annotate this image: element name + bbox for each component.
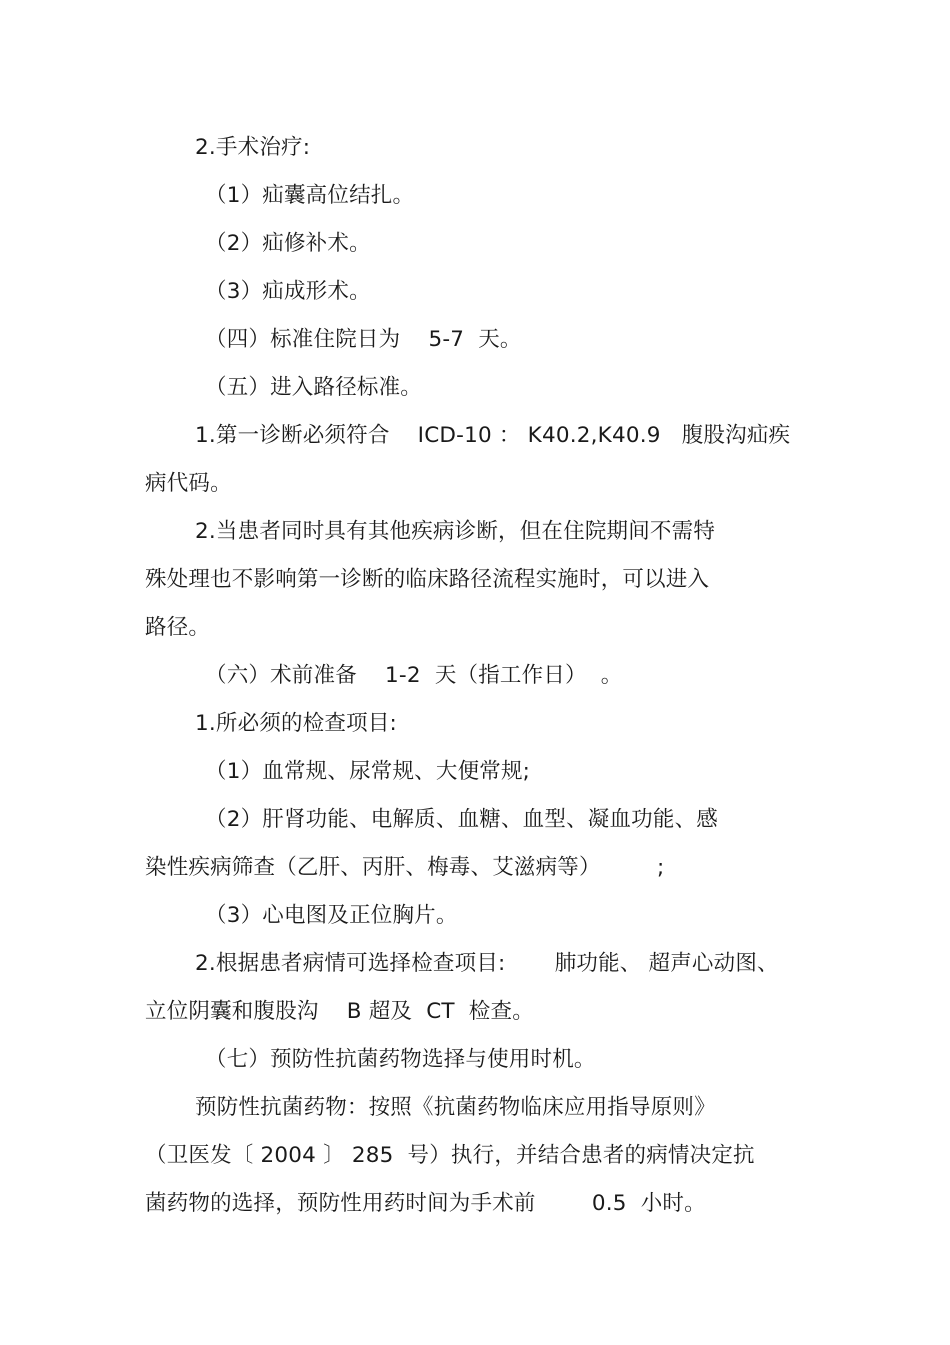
text-line-item-1: （1）疝囊高位结扎。 (205, 183, 415, 208)
text-line-comorbidity: 2.当患者同时具有其他疾病诊断，但在住院期间不需特 (195, 519, 716, 544)
text-line-section-6: （六）术前准备 1-2 天（指工作日） 。 (205, 663, 623, 688)
text-line-exam-2: （2）肝肾功能、电解质、血糖、血型、凝血功能、感 (205, 807, 718, 832)
text-line-required-exams: 1.所必须的检查项目: (195, 711, 397, 736)
text-line-surgery-heading: 2.手术治疗: (195, 135, 311, 160)
text-line-antibiotics-cont-2: 菌药物的选择，预防性用药时间为手术前 0.5 小时。 (145, 1191, 706, 1216)
text-line-exam-3: （3）心电图及正位胸片。 (205, 903, 458, 928)
text-line-optional-exams: 2.根据患者病情可选择检查项目: 肺功能、 超声心动图、 (195, 951, 779, 976)
text-line-section-4: （四）标准住院日为 5-7 天。 (205, 327, 522, 352)
text-line-antibiotics: 预防性抗菌药物：按照《抗菌药物临床应用指导原则》 (195, 1095, 716, 1120)
text-line-antibiotics-cont-1: （卫医发〔 2004 〕 285 号）执行，并结合患者的病情决定抗 (145, 1143, 755, 1168)
text-line-section-5: （五）进入路径标准。 (205, 375, 423, 400)
text-line-diagnosis-cont: 病代码。 (145, 471, 232, 496)
text-line-section-7: （七）预防性抗菌药物选择与使用时机。 (205, 1047, 596, 1072)
text-line-item-3: （3）疝成形术。 (205, 279, 371, 304)
text-line-comorbidity-cont-1: 殊处理也不影响第一诊断的临床路径流程实施时，可以进入 (145, 567, 710, 592)
text-line-comorbidity-cont-2: 路径。 (145, 615, 211, 640)
text-line-diagnosis: 1.第一诊断必须符合 ICD-10 ： K40.2,K40.9 腹股沟疝疾 (195, 423, 791, 448)
text-line-item-2: （2）疝修补术。 (205, 231, 371, 256)
text-line-exam-1: （1）血常规、尿常规、大便常规; (205, 759, 531, 784)
text-line-optional-exams-cont: 立位阴囊和腹股沟 B 超及 CT 检查。 (145, 999, 534, 1024)
text-line-exam-2-cont: 染性疾病筛查（乙肝、丙肝、梅毒、艾滋病等） ; (145, 855, 665, 880)
